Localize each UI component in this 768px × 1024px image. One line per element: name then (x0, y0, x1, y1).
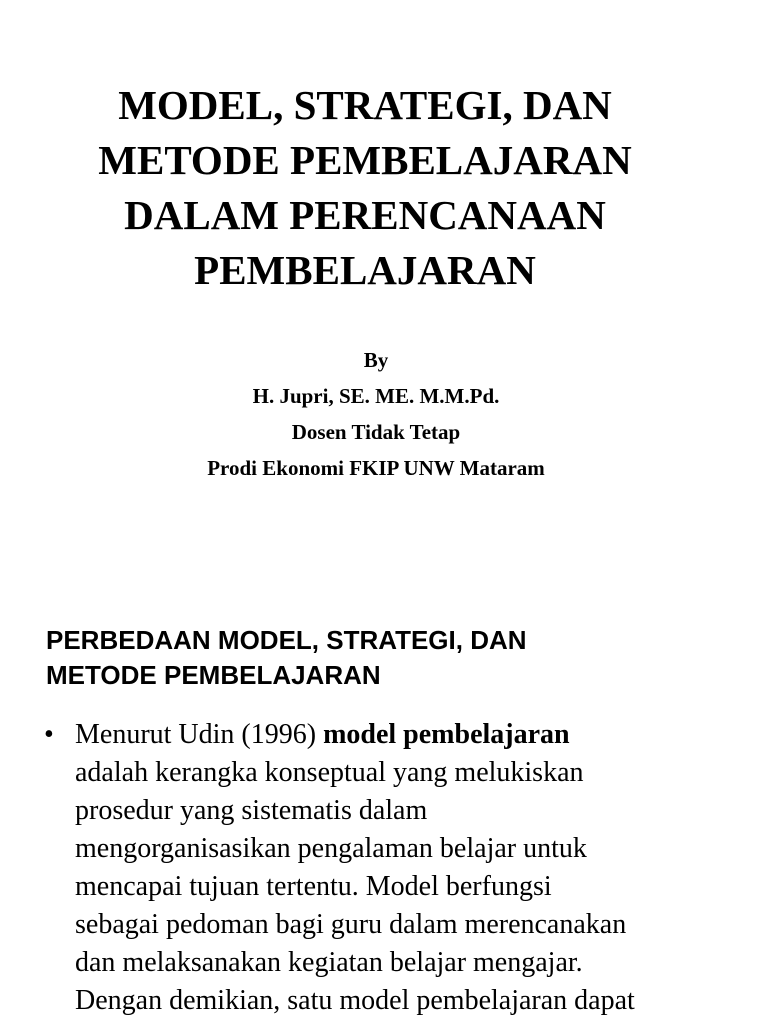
bullet-line: adalah kerangka konseptual yang melukiskan (75, 757, 584, 788)
heading-line: METODE PEMBELAJARAN (46, 660, 381, 690)
byline-by: By (363, 348, 389, 372)
content-slide (0, 590, 768, 1024)
title-line: DALAM PERENCANAAN (124, 192, 606, 238)
byline-position: Dosen Tidak Tetap (291, 420, 461, 444)
bullet-line: mencapai tujuan tertentu. Model berfungsi (75, 871, 552, 902)
bullet-lead-bold: model pembelajaran (323, 719, 570, 750)
section-heading (46, 623, 746, 693)
bullet-line: prosedur yang sistematis dalam (75, 795, 428, 826)
byline-author: H. Jupri, SE. ME. M.M.Pd. (252, 384, 500, 408)
bullet-icon: • (44, 719, 54, 750)
bullet-line: dan melaksanakan kegiatan belajar mengajar. (75, 947, 583, 978)
byline-institution: Prodi Ekonomi FKIP UNW Mataram (207, 456, 545, 480)
author-byline (0, 342, 752, 486)
title-line: METODE PEMBELAJARAN (98, 137, 632, 183)
bullet-list (0, 716, 768, 1020)
slide-title (20, 78, 710, 298)
bullet-line: Dengan demikian, satu model pembelajaran dapat (75, 985, 635, 1016)
title-line: MODEL, STRATEGI, DAN (118, 82, 612, 128)
heading-line: PERBEDAAN MODEL, STRATEGI, DAN (46, 625, 527, 655)
bullet-line: sebagai pedoman bagi guru dalam merencanakan (75, 909, 627, 940)
bullet-line-first (75, 716, 768, 754)
bullet-line: mengorganisasikan pengalaman belajar untuk (75, 833, 587, 864)
bullet-lead-text: Menurut Udin (1996) (75, 719, 324, 750)
title-line: PEMBELAJARAN (194, 247, 536, 293)
bullet-item (0, 716, 768, 1020)
